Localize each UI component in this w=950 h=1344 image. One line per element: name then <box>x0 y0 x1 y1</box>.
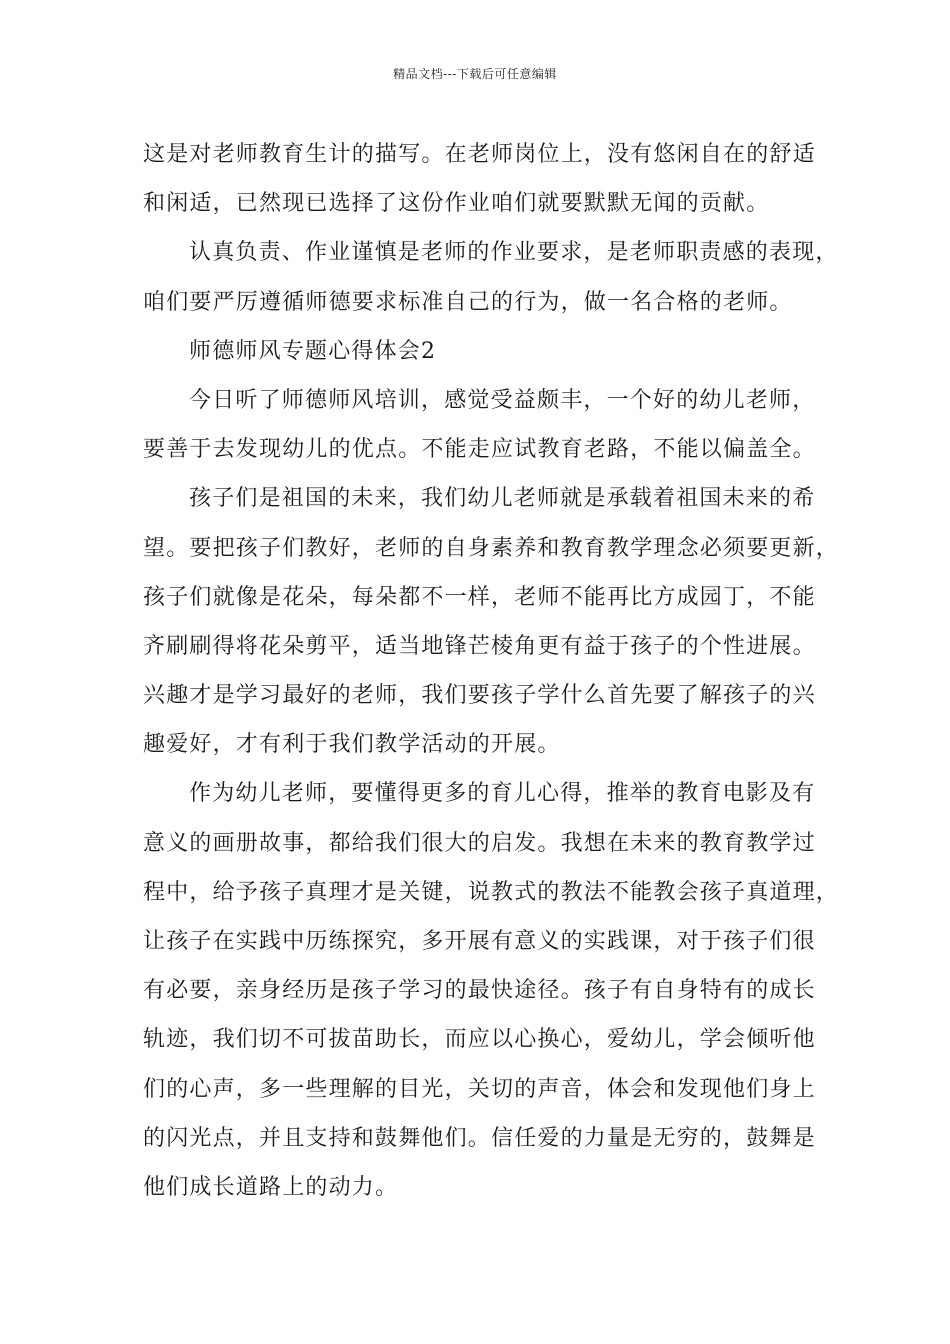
paragraph <box>143 228 839 326</box>
document-body <box>143 130 840 1212</box>
paragraph <box>143 474 840 769</box>
paragraph <box>143 130 833 228</box>
text-line: 兴趣才是学习最好的老师，我们要孩子学什么首先要了解孩子的兴 <box>143 683 816 709</box>
text-line: 和闲适，已然现已选择了这份作业咱们就要默默无闻的贡献。 <box>143 191 770 217</box>
text-line: 们的心声，多一些理解的目光，关切的声音，体会和发现他们身上 <box>143 1076 816 1102</box>
paragraph <box>143 376 833 474</box>
text-line: 要善于去发现幼儿的优点。不能走应试教育老路，不能以偏盖全。 <box>143 437 816 463</box>
text-line: 孩子们就像是花朵，每朵都不一样，老师不能再比方成园丁，不能 <box>143 584 816 610</box>
text-line: 作为幼儿老师，要懂得更多的育儿心得，推举的教育电影及有 <box>189 781 816 807</box>
text-line: 齐刷刷得将花朵剪平，适当地锋芒棱角更有益于孩子的个性进展。 <box>143 633 816 659</box>
text-line: 咱们要严厉遵循师德要求标准自己的行为，做一名合格的老师。 <box>143 289 793 315</box>
section-heading <box>143 327 833 376</box>
text-line: 趣爱好，才有利于我们教学活动的开展。 <box>143 732 561 758</box>
text-line: 轨迹，我们切不可拔苗助长，而应以心换心，爱幼儿，学会倾听他 <box>143 1027 816 1053</box>
text-line: 有必要，亲身经历是孩子学习的最快途径。孩子有自身特有的成长 <box>143 978 816 1004</box>
heading-line: 师德师风专题心得体会2 <box>189 338 437 364</box>
text-line: 让孩子在实践中历练探究，多开展有意义的实践课，对于孩子们很 <box>143 929 816 954</box>
text-line: 他们成长道路上的动力。 <box>143 1174 399 1200</box>
text-line: 这是对老师教育生计的描写。在老师岗位上，没有悠闲自在的舒适 <box>143 142 816 167</box>
text-line: 意义的画册故事，都给我们很大的启发。我想在未来的教育教学过 <box>143 830 816 856</box>
text-line: 认真负责、作业谨慎是老师的作业要求，是老师职责感的表现， <box>189 240 839 266</box>
text-line: 孩子们是祖国的未来，我们幼儿老师就是承载着祖国未来的希 <box>189 486 816 512</box>
text-line: 望。要把孩子们教好，老师的自身素养和教育教学理念必须要更新， <box>143 535 840 561</box>
paragraph <box>143 769 840 1212</box>
text-line: 程中，给予孩子真理才是关键，说教式的教法不能教会孩子真道理， <box>143 879 840 905</box>
text-line: 的闪光点，并且支持和鼓舞他们。信任爱的力量是无穷的，鼓舞是 <box>143 1125 816 1151</box>
text-line: 今日听了师德师风培训，感觉受益颇丰，一个好的幼儿老师， <box>189 387 816 413</box>
page-header: 精品文档---下载后可任意编辑 <box>393 67 557 81</box>
